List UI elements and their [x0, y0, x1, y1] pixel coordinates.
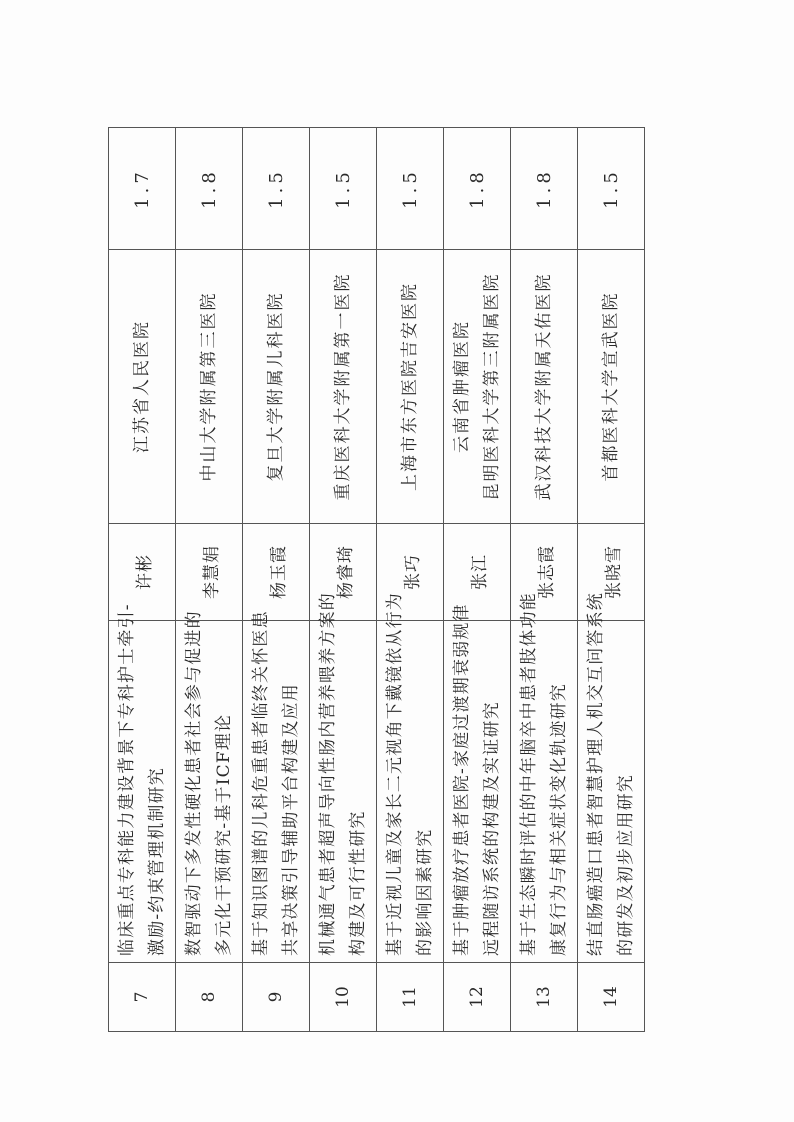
institution-line: 重庆医科大学附属第一医院	[333, 272, 353, 501]
institution-line: 江苏省人民医院	[132, 320, 152, 453]
institution-line: 复旦大学附属儿科医院	[266, 291, 286, 482]
row-number: 10	[310, 963, 377, 1032]
applicant-name: 张巧	[377, 524, 444, 621]
row-number: 13	[511, 963, 578, 1032]
score-value: 1.8	[444, 128, 511, 250]
institution-line: 武汉科技大学附属天佑医院	[534, 272, 554, 501]
score-value: 1.8	[511, 128, 578, 250]
applicant-name: 杨玉霞	[243, 524, 310, 621]
project-title	[511, 592, 578, 963]
project-title-line: 的影响因素研究	[415, 828, 435, 956]
project-title	[377, 592, 444, 963]
table-row	[511, 128, 578, 1032]
project-title-line: 临床重点专科能力建设背景下专科护士牵引-	[117, 603, 137, 956]
applicant-name: 李慧娟	[176, 524, 243, 621]
score-value: 1.8	[176, 128, 243, 250]
row-number: 7	[109, 963, 176, 1032]
institution	[444, 250, 511, 524]
institution	[578, 250, 645, 524]
applicant-name: 许彬	[109, 524, 176, 621]
table-row	[310, 128, 377, 1032]
institution	[511, 250, 578, 524]
project-title-line: 机械通气患者超声导向性肠内营养喂养方案的	[318, 592, 338, 956]
applicant-name: 张江	[444, 524, 511, 621]
score-value: 1.5	[243, 128, 310, 250]
project-title-line: 共享决策引导辅助平台构建及应用	[281, 683, 301, 956]
project-title-line: 构建及可行性研究	[348, 810, 368, 956]
project-title	[109, 603, 176, 963]
table-row	[243, 128, 310, 1032]
institution-line: 云南省肿瘤医院	[452, 320, 472, 453]
applicant-name: 杨睿琦	[310, 524, 377, 621]
project-title	[243, 610, 310, 963]
project-title-line: 数智驱动下多发性硬化患者社会参与促进的	[184, 610, 204, 956]
table-row	[176, 128, 243, 1032]
score-value: 1.5	[578, 128, 645, 250]
project-title-line: 基于肿瘤放疗患者医院-家庭过渡期衰弱规律	[452, 603, 472, 956]
project-table	[108, 127, 645, 1032]
table-body	[109, 128, 645, 1032]
project-title-line: 康复行为与相关症状变化轨迹研究	[549, 683, 569, 956]
project-title-line: 远程随访系统的构建及实证研究	[482, 701, 502, 956]
project-title-line: 基于生态瞬时评估的中年脑卒中患者肢体功能	[519, 592, 539, 956]
project-title-line: 的研发及初步应用研究	[616, 774, 636, 956]
institution	[176, 250, 243, 524]
score-value: 1.5	[377, 128, 444, 250]
row-number: 11	[377, 963, 444, 1032]
project-title	[444, 603, 511, 963]
institution-line: 中山大学附属第三医院	[199, 291, 219, 482]
project-title	[176, 610, 243, 963]
row-number: 12	[444, 963, 511, 1032]
project-title-line: 基于近视儿童及家长二元视角下戴镜依从行为	[385, 592, 405, 956]
institution-line: 首都医科大学宣武医院	[601, 291, 621, 482]
table-row	[377, 128, 444, 1032]
row-number: 8	[176, 963, 243, 1032]
table-row	[109, 128, 176, 1032]
institution	[243, 250, 310, 524]
institution	[377, 250, 444, 524]
project-title	[578, 592, 645, 963]
row-number: 14	[578, 963, 645, 1032]
score-value: 1.5	[310, 128, 377, 250]
project-title	[310, 592, 377, 963]
row-number: 9	[243, 963, 310, 1032]
institution-line: 上海市东方医院吉安医院	[400, 282, 420, 491]
rotated-table-container	[108, 128, 645, 1032]
project-title-line: 结直肠癌造口患者智慧护理人机交互问答系统	[586, 592, 606, 956]
table-row	[444, 128, 511, 1032]
applicant-name: 张晓雪	[578, 524, 645, 621]
applicant-name: 张志霞	[511, 524, 578, 621]
project-title-line: 基于知识图谱的儿科危重患者临终关怀医患	[251, 610, 271, 956]
project-title-line: 多元化干预研究-基于ICF理论	[214, 713, 234, 956]
table-row	[578, 128, 645, 1032]
institution-line: 昆明医科大学第三附属医院	[482, 272, 502, 501]
institution	[109, 250, 176, 524]
project-title-line: 激励-约束管理机制研究	[147, 767, 167, 956]
score-value: 1.7	[109, 128, 176, 250]
institution	[310, 250, 377, 524]
